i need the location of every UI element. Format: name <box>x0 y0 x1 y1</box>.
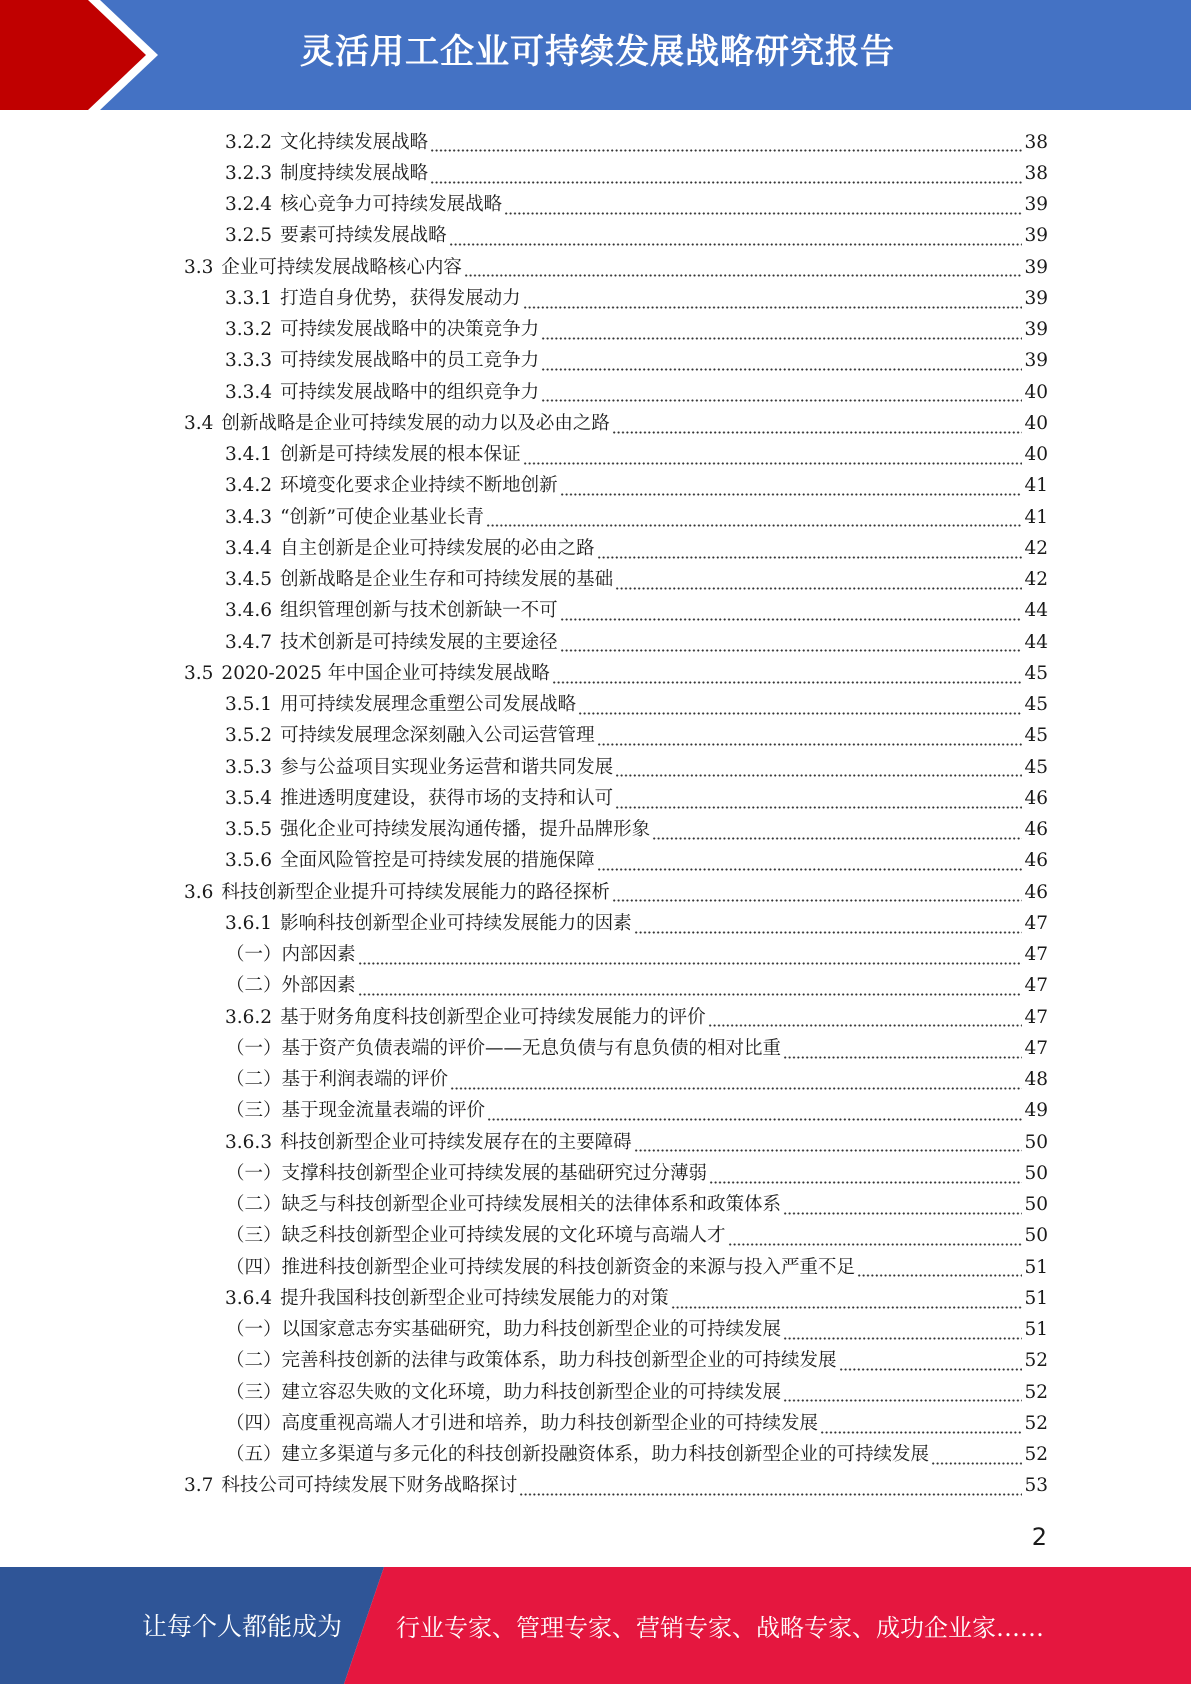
toc-entry-title: 用可持续发展理念重塑公司发展战略 <box>280 694 577 716</box>
toc-entry-number: 3.5 <box>184 662 214 684</box>
toc-dot-leader <box>358 993 1023 996</box>
toc-entry-number: 3.6 <box>184 881 214 903</box>
toc-entry[interactable] <box>0 190 1191 221</box>
toc-entry-page: 47 <box>1024 1006 1048 1028</box>
toc-entry[interactable] <box>0 783 1191 814</box>
toc-entry-title: （二）缺乏与科技创新型企业可持续发展相关的法律体系和政策体系 <box>226 1194 782 1216</box>
toc-entry-title: 影响科技创新型企业可持续发展能力的因素 <box>280 912 632 934</box>
toc-entry[interactable] <box>0 408 1191 439</box>
toc-dot-leader <box>523 306 1023 309</box>
toc-entry[interactable] <box>0 127 1191 158</box>
toc-entry[interactable] <box>0 1221 1191 1252</box>
toc-entry-page: 47 <box>1024 912 1048 934</box>
toc-entry[interactable] <box>0 1033 1191 1064</box>
toc-entry-title: “创新”可使企业基业长青 <box>280 506 484 528</box>
toc-entry-number: 3.4.6 <box>225 600 273 622</box>
toc-entry-title: 强化企业可持续发展沟通传播，提升品牌形象 <box>280 819 651 841</box>
toc-entry-number: 3.4.2 <box>225 475 273 497</box>
toc-entry-number: 3.4 <box>184 412 214 434</box>
toc-dot-leader <box>671 1306 1023 1309</box>
toc-entry[interactable] <box>0 721 1191 752</box>
toc-entry-number: 3.4.7 <box>225 631 273 653</box>
toc-entry-title: （二）基于利润表端的评价 <box>226 1069 449 1091</box>
toc-entry[interactable] <box>0 596 1191 627</box>
toc-entry-page: 41 <box>1024 506 1048 528</box>
toc-dot-leader <box>931 1462 1022 1465</box>
toc-entry[interactable] <box>0 440 1191 471</box>
toc-dot-leader <box>615 587 1022 590</box>
toc-entry[interactable] <box>0 252 1191 283</box>
toc-entry[interactable] <box>0 315 1191 346</box>
toc-entry-page: 45 <box>1024 694 1048 716</box>
toc-entry-page: 45 <box>1024 725 1048 747</box>
toc-entry[interactable] <box>0 846 1191 877</box>
toc-entry-page: 39 <box>1024 194 1048 216</box>
toc-dot-leader <box>541 368 1022 371</box>
toc-entry[interactable] <box>0 1377 1191 1408</box>
toc-entry-page: 50 <box>1024 1162 1048 1184</box>
toc-entry-number: 3.2.5 <box>225 225 273 247</box>
toc-entry-number: 3.5.4 <box>225 787 273 809</box>
toc-dot-leader <box>612 899 1023 902</box>
toc-entry-number: 3.2.2 <box>225 131 273 153</box>
toc-entry[interactable] <box>0 1127 1191 1158</box>
toc-entry-page: 52 <box>1024 1412 1048 1434</box>
toc-entry-number: 3.3.1 <box>225 287 273 309</box>
toc-dot-leader <box>519 1493 1022 1496</box>
toc-entry-number: 3.5.2 <box>225 725 273 747</box>
toc-entry-number: 3.3.4 <box>225 381 273 403</box>
toc-entry-title: （一）基于资产负债表端的评价——无息负债与有息负债的相对比重 <box>226 1037 782 1059</box>
toc-dot-leader <box>857 1274 1022 1277</box>
toc-dot-leader <box>783 1337 1022 1340</box>
toc-entry-page: 51 <box>1024 1319 1048 1341</box>
toc-entry-title: 创新战略是企业可持续发展的动力以及必由之路 <box>221 412 610 434</box>
toc-entry[interactable] <box>0 690 1191 721</box>
toc-entry-page: 45 <box>1024 662 1048 684</box>
toc-dot-leader <box>450 1087 1022 1090</box>
toc-dot-leader <box>486 524 1022 527</box>
toc-entry[interactable] <box>0 346 1191 377</box>
toc-entry-page: 52 <box>1024 1444 1048 1466</box>
toc-entry[interactable] <box>0 1065 1191 1096</box>
toc-entry-page: 39 <box>1024 287 1048 309</box>
toc-dot-leader <box>708 1024 1023 1027</box>
toc-entry-title: 创新战略是企业生存和可持续发展的基础 <box>280 569 614 591</box>
toc-entry-page: 46 <box>1024 819 1048 841</box>
toc-entry-page: 47 <box>1024 944 1048 966</box>
toc-entry-title: 文化持续发展战略 <box>280 131 429 153</box>
toc-dot-leader <box>430 149 1022 152</box>
header-red-block <box>0 0 148 110</box>
toc-entry[interactable] <box>0 565 1191 596</box>
toc-entry-page: 46 <box>1024 850 1048 872</box>
toc-entry[interactable] <box>0 752 1191 783</box>
toc-entry-page: 51 <box>1024 1256 1048 1278</box>
toc-entry-page: 50 <box>1024 1194 1048 1216</box>
toc-entry-page: 50 <box>1024 1131 1048 1153</box>
footer-banner <box>0 1567 1191 1684</box>
toc-entry-title: （二）完善科技创新的法律与政策体系，助力科技创新型企业的可持续发展 <box>226 1350 837 1372</box>
toc-entry[interactable] <box>0 815 1191 846</box>
toc-entry-number: 3.5.5 <box>225 819 273 841</box>
toc-entry[interactable] <box>0 971 1191 1002</box>
toc-entry-title: 科技创新型企业可持续发展存在的主要障碍 <box>280 1131 632 1153</box>
toc-entry[interactable] <box>0 471 1191 502</box>
toc-entry-title: 核心竞争力可持续发展战略 <box>280 194 503 216</box>
toc-entry[interactable] <box>0 533 1191 564</box>
toc-entry-page: 39 <box>1024 225 1048 247</box>
toc-dot-leader <box>487 1118 1022 1121</box>
toc-entry-page: 44 <box>1024 631 1048 653</box>
toc-entry-title: 打造自身优势，获得发展动力 <box>280 287 521 309</box>
toc-dot-leader <box>597 556 1023 559</box>
toc-entry-number: 3.7 <box>184 1475 214 1497</box>
toc-entry-page: 50 <box>1024 1225 1048 1247</box>
toc-entry[interactable] <box>0 1096 1191 1127</box>
toc-entry-number: 3.4.4 <box>225 537 273 559</box>
toc-entry-title: （一）支撑科技创新型企业可持续发展的基础研究过分薄弱 <box>226 1162 708 1184</box>
toc-entry-page: 41 <box>1024 475 1048 497</box>
toc-entry-page: 46 <box>1024 787 1048 809</box>
toc-entry-title: （四）高度重视高端人才引进和培养，助力科技创新型企业的可持续发展 <box>226 1412 819 1434</box>
toc-entry-title: 提升我国科技创新型企业可持续发展能力的对策 <box>280 1287 669 1309</box>
toc-dot-leader <box>612 431 1023 434</box>
toc-entry-number: 3.5.6 <box>225 850 273 872</box>
document-title: 灵活用工企业可持续发展战略研究报告 <box>300 32 895 72</box>
toc-entry-page: 40 <box>1024 444 1048 466</box>
toc-dot-leader <box>449 243 1023 246</box>
toc-entry-title: 制度持续发展战略 <box>280 162 429 184</box>
toc-entry-title: 组织管理创新与技术创新缺一不可 <box>280 600 558 622</box>
toc-dot-leader <box>783 1399 1022 1402</box>
toc-dot-leader <box>709 1181 1022 1184</box>
toc-entry-page: 44 <box>1024 600 1048 622</box>
toc-entry-title: （一）以国家意志夯实基础研究，助力科技创新型企业的可持续发展 <box>226 1319 782 1341</box>
toc-dot-leader <box>597 743 1023 746</box>
toc-entry-title: （一）内部因素 <box>226 944 356 966</box>
toc-entry-title: 可持续发展战略中的员工竞争力 <box>280 350 540 372</box>
toc-entry-number: 3.2.4 <box>225 194 273 216</box>
toc-entry[interactable] <box>0 908 1191 939</box>
toc-entry-title: 技术创新是可持续发展的主要途径 <box>280 631 558 653</box>
toc-entry-title: 科技创新型企业提升可持续发展能力的路径探析 <box>221 881 610 903</box>
toc-entry-page: 51 <box>1024 1287 1048 1309</box>
toc-entry-page: 46 <box>1024 881 1048 903</box>
toc-dot-leader <box>541 337 1022 340</box>
toc-entry[interactable] <box>0 940 1191 971</box>
toc-dot-leader <box>783 1212 1022 1215</box>
toc-dot-leader <box>523 462 1023 465</box>
toc-entry-title: 企业可持续发展战略核心内容 <box>221 256 462 278</box>
toc-entry-number: 3.6.1 <box>225 912 273 934</box>
toc-entry-number: 3.2.3 <box>225 162 273 184</box>
toc-entry-number: 3.4.3 <box>225 506 273 528</box>
toc-entry-number: 3.3.3 <box>225 350 273 372</box>
toc-entry[interactable] <box>0 1471 1191 1502</box>
toc-entry[interactable] <box>0 1346 1191 1377</box>
toc-entry-title: （五）建立多渠道与多元化的科技创新投融资体系，助力科技创新型企业的可持续发展 <box>226 1444 930 1466</box>
toc-dot-leader <box>560 649 1023 652</box>
toc-entry[interactable] <box>0 1408 1191 1439</box>
toc-entry-title: 基于财务角度科技创新型企业可持续发展能力的评价 <box>280 1006 706 1028</box>
footer-slogan-right: 行业专家、管理专家、营销专家、战略专家、成功企业家…… <box>396 1614 1044 1642</box>
toc-entry-number: 3.6.2 <box>225 1006 273 1028</box>
toc-entry[interactable] <box>0 1315 1191 1346</box>
toc-entry-title: 推进透明度建设，获得市场的支持和认可 <box>280 787 614 809</box>
toc-entry-number: 3.6.3 <box>225 1131 273 1153</box>
toc-dot-leader <box>597 868 1023 871</box>
toc-entry-title: 2020-2025 年中国企业可持续发展战略 <box>221 662 550 684</box>
toc-entry-page: 48 <box>1024 1069 1048 1091</box>
header-banner <box>0 0 1191 110</box>
toc-entry-title: 可持续发展战略中的组织竞争力 <box>280 381 540 403</box>
toc-entry-page: 52 <box>1024 1381 1048 1403</box>
toc-entry-title: 创新是可持续发展的根本保证 <box>280 444 521 466</box>
toc-dot-leader <box>820 1431 1022 1434</box>
toc-dot-leader <box>728 1243 1023 1246</box>
toc-entry-title: 自主创新是企业可持续发展的必由之路 <box>280 537 595 559</box>
toc-dot-leader <box>560 618 1023 621</box>
toc-entry-number: 3.5.1 <box>225 694 273 716</box>
toc-entry-title: （四）推进科技创新型企业可持续发展的科技创新资金的来源与投入严重不足 <box>226 1256 856 1278</box>
toc-entry-title: 参与公益项目实现业务运营和谐共同发展 <box>280 756 614 778</box>
toc-entry-title: （三）缺乏科技创新型企业可持续发展的文化环境与高端人才 <box>226 1225 726 1247</box>
footer-slogan-left: 让每个人都能成为 <box>142 1612 343 1641</box>
toc-entry-page: 42 <box>1024 537 1048 559</box>
toc-entry-page: 45 <box>1024 756 1048 778</box>
toc-dot-leader <box>430 181 1022 184</box>
toc-entry-page: 38 <box>1024 131 1048 153</box>
toc-entry-title: 环境变化要求企业持续不断地创新 <box>280 475 558 497</box>
toc-dot-leader <box>552 681 1023 684</box>
toc-entry-title: 可持续发展战略中的决策竞争力 <box>280 319 540 341</box>
toc-entry-number: 3.5.3 <box>225 756 273 778</box>
toc-entry-page: 39 <box>1024 256 1048 278</box>
toc-entry[interactable] <box>0 502 1191 533</box>
toc-entry-title: 要素可持续发展战略 <box>280 225 447 247</box>
toc-dot-leader <box>615 806 1022 809</box>
toc-entry[interactable] <box>0 627 1191 658</box>
toc-entry-title: 科技公司可持续发展下财务战略探讨 <box>221 1475 518 1497</box>
toc-entry[interactable] <box>0 877 1191 908</box>
toc-entry[interactable] <box>0 221 1191 252</box>
toc-dot-leader <box>358 962 1023 965</box>
toc-entry-page: 49 <box>1024 1100 1048 1122</box>
toc-entry[interactable] <box>0 1252 1191 1283</box>
toc-entry-title: （三）建立容忍失败的文化环境，助力科技创新型企业的可持续发展 <box>226 1381 782 1403</box>
toc-entry-page: 40 <box>1024 381 1048 403</box>
toc-entry-page: 39 <box>1024 350 1048 372</box>
toc-dot-leader <box>504 212 1022 215</box>
toc-entry[interactable] <box>0 377 1191 408</box>
toc-entry-page: 39 <box>1024 319 1048 341</box>
toc-entry-number: 3.3 <box>184 256 214 278</box>
toc-dot-leader <box>560 493 1023 496</box>
toc-entry-title: （三）基于现金流量表端的评价 <box>226 1100 486 1122</box>
toc-entry-page: 38 <box>1024 162 1048 184</box>
toc-entry-number: 3.4.5 <box>225 569 273 591</box>
toc-entry-title: （二）外部因素 <box>226 975 356 997</box>
toc-entry-page: 47 <box>1024 1037 1048 1059</box>
toc-entry-number: 3.3.2 <box>225 319 273 341</box>
toc-entry[interactable] <box>0 283 1191 314</box>
page-number: 2 <box>1031 1523 1047 1551</box>
toc-entry-page: 47 <box>1024 975 1048 997</box>
toc-dot-leader <box>634 1149 1023 1152</box>
toc-dot-leader <box>839 1368 1023 1371</box>
toc-entry-number: 3.6.4 <box>225 1287 273 1309</box>
toc-dot-leader <box>615 774 1022 777</box>
toc-entry-number: 3.4.1 <box>225 444 273 466</box>
toc-entry[interactable] <box>0 1283 1191 1314</box>
toc-dot-leader <box>652 837 1022 840</box>
toc-entry-page: 53 <box>1024 1475 1048 1497</box>
toc-dot-leader <box>464 274 1023 277</box>
toc-entry-title: 全面风险管控是可持续发展的措施保障 <box>280 850 595 872</box>
toc-dot-leader <box>541 399 1022 402</box>
table-of-contents <box>0 127 1191 1502</box>
toc-entry-page: 40 <box>1024 412 1048 434</box>
toc-entry-page: 52 <box>1024 1350 1048 1372</box>
toc-entry[interactable] <box>0 1440 1191 1471</box>
toc-entry-title: 可持续发展理念深刻融入公司运营管理 <box>280 725 595 747</box>
toc-entry-page: 42 <box>1024 569 1048 591</box>
toc-dot-leader <box>578 712 1022 715</box>
toc-entry[interactable] <box>0 1158 1191 1189</box>
toc-entry[interactable] <box>0 158 1191 189</box>
toc-entry[interactable] <box>0 658 1191 689</box>
toc-dot-leader <box>783 1056 1022 1059</box>
toc-entry[interactable] <box>0 1190 1191 1221</box>
toc-entry[interactable] <box>0 1002 1191 1033</box>
toc-dot-leader <box>634 931 1023 934</box>
